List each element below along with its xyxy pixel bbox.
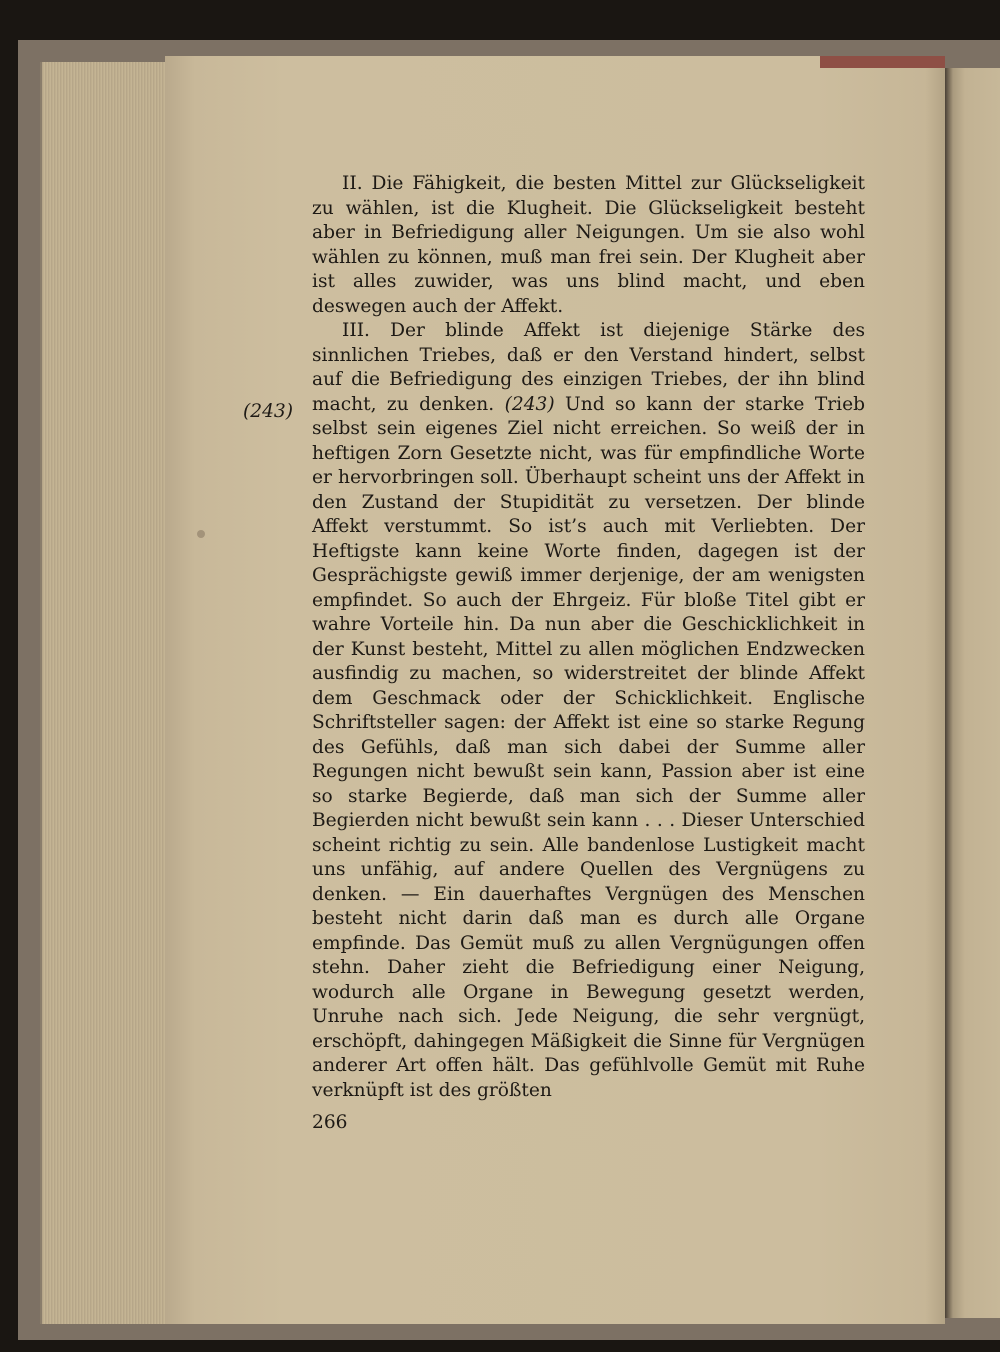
body-text — [312, 172, 865, 1103]
inline-sigle: (243) — [504, 393, 555, 415]
paragraph-1: II. Die Fähigkeit, die besten Mittel zur Glückseligkeit zu wählen, ist die Klugheit. Die Glückseligkeit besteht aber in Befriedigung aller Neigungen. Um sie also wohl wählen zu können, muß man frei sein. Der Klugheit aber ist alles zuwider, was uns blind macht, und eben deswegen auch der Affekt. — [312, 173, 865, 317]
paragraph-2-end: Und so kann der starke Trieb selbst sein eigenes Ziel nicht erreichen. So weiß der in heftigen Zorn Gesetzte nicht, was für empfindliche Worte er hervorbringen soll. Überhaupt scheint uns der Affekt in den Zustand der Stupidität zu versetzen. Der blinde Affekt verstummt. So ist’s auch mit Verliebten. Der Heftigste kann keine Worte finden, dagegen ist der Gesprächigste gewiß immer derjenige, der am wenigsten empfindet. So auch der Ehrgeiz. Für bloße Titel gibt er wahre Vorteile hin. Da nun aber die Geschicklichkeit in der Kunst besteht, Mittel zu allen möglichen Endzwecken ausfindig zu machen, so widerstreitet der blinde Affekt dem Geschmack oder der Schicklichkeit. Englische Schriftsteller sagen: der Affekt ist eine so starke Regung des Gefühls, daß man sich dabei der Summe aller Regungen nicht bewußt sein kann, Passion aber ist eine so starke Begierde, daß man sich der Summe aller Begierden nicht bewußt sein kann . . . Dieser Unterschied scheint richtig zu sein. Alle bandenlose Lustigkeit macht uns unfähig, auf andere Quellen des Vergnügens zu denken. — Ein dauerhaftes Vergnügen des Menschen besteht nicht darin daß man es durch alle Organe empfinde. Das Gemüt muß zu allen Vergnügungen offen stehn. Daher zieht die Befriedigung einer Neigung, wodurch alle Organe in Bewegung gesetzt werden, Unruhe nach sich. Jede Neigung, die sehr vergnügt, erschöpft, dahingegen Mäßigkeit die Sinne für Vergnügen anderer Art offen hält. Das gefühlvolle Gemüt mit Ruhe verknüpft ist des größten — [312, 393, 865, 1101]
bookmark-strip — [820, 56, 945, 68]
paragraph-2-start: III. Der blinde Affekt ist diejenige Stärke des sinnlichen Triebes, daß er den Verstand hindert, selbst auf die Befriedigung des einzigen Triebes, der ihn blind macht, zu denken. — [312, 320, 865, 415]
paragraph-2 — [312, 319, 865, 1103]
facing-page-edge — [945, 68, 1000, 1318]
page-edges — [40, 62, 167, 1324]
page-number: 266 — [312, 1112, 348, 1133]
margin-note: (243) — [243, 401, 293, 422]
paper-spot — [197, 530, 205, 538]
